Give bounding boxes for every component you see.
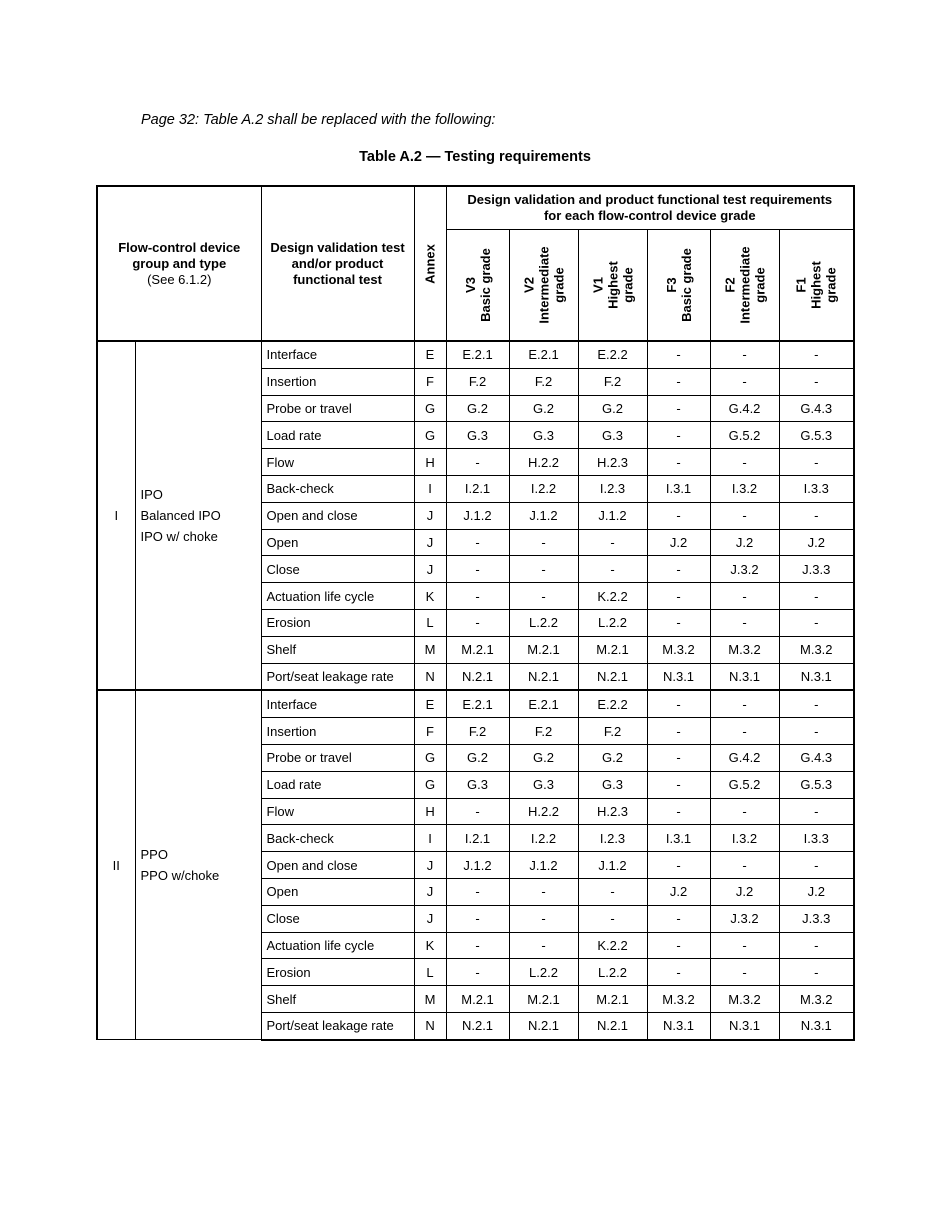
requirement-cell: -: [779, 959, 854, 986]
annex-cell: G: [414, 771, 446, 798]
requirement-cell: H.2.3: [578, 449, 647, 476]
requirement-cell: F.2: [446, 718, 509, 745]
requirement-cell: -: [446, 905, 509, 932]
requirement-cell: I.2.2: [509, 825, 578, 852]
requirement-cell: L.2.2: [509, 959, 578, 986]
requirement-cell: K.2.2: [578, 932, 647, 959]
requirement-cell: E.2.1: [509, 690, 578, 717]
test-name-cell: Port/seat leakage rate: [261, 1012, 414, 1039]
test-name-cell: Insertion: [261, 718, 414, 745]
test-name-cell: Actuation life cycle: [261, 932, 414, 959]
requirement-cell: I.2.1: [446, 475, 509, 502]
requirement-cell: H.2.2: [509, 798, 578, 825]
requirement-cell: G.2: [578, 395, 647, 422]
requirement-cell: M.3.2: [647, 636, 710, 663]
test-name-cell: Open and close: [261, 502, 414, 529]
test-name-cell: Open: [261, 878, 414, 905]
requirement-cell: N.2.1: [578, 663, 647, 690]
requirement-cell: M.2.1: [446, 986, 509, 1013]
requirement-cell: -: [710, 368, 779, 395]
annex-cell: K: [414, 932, 446, 959]
group-number: I: [97, 341, 135, 690]
requirement-cell: -: [647, 583, 710, 610]
requirement-cell: J.1.2: [578, 852, 647, 879]
group-type-item: PPO w/choke: [140, 868, 220, 884]
requirement-cell: G.3: [509, 771, 578, 798]
test-name-cell: Probe or travel: [261, 744, 414, 771]
requirement-cell: -: [509, 529, 578, 556]
requirement-cell: L.2.2: [578, 609, 647, 636]
requirement-cell: M.2.1: [578, 986, 647, 1013]
header-grade-l1: Highest: [605, 261, 621, 309]
header-group-type: [97, 186, 261, 341]
requirement-cell: -: [647, 932, 710, 959]
header-grade-code: F1: [793, 277, 809, 293]
requirement-cell: G.5.2: [710, 771, 779, 798]
group-types: [135, 690, 261, 1039]
requirement-cell: -: [647, 718, 710, 745]
requirement-cell: H.2.3: [578, 798, 647, 825]
requirement-cell: H.2.2: [509, 449, 578, 476]
requirement-cell: -: [647, 905, 710, 932]
requirement-cell: K.2.2: [578, 583, 647, 610]
requirement-cell: -: [710, 718, 779, 745]
header-grade-label: [794, 261, 839, 309]
requirement-cell: G.2: [578, 744, 647, 771]
requirement-cell: I.2.1: [446, 825, 509, 852]
header-grade-f2: [710, 230, 779, 342]
header-test-line3: functional test: [293, 271, 382, 287]
requirement-cell: I.3.2: [710, 825, 779, 852]
header-grade-l1: Basic grade: [477, 248, 493, 322]
header-grade-f3: [647, 230, 710, 342]
header-grade-l1: Intermediate: [737, 246, 753, 324]
group-type-item: IPO: [140, 487, 163, 503]
annex-cell: L: [414, 959, 446, 986]
requirement-cell: G.3: [578, 422, 647, 449]
requirement-cell: -: [578, 529, 647, 556]
test-name-cell: Interface: [261, 341, 414, 368]
requirement-cell: -: [647, 798, 710, 825]
requirement-cell: -: [710, 798, 779, 825]
test-name-cell: Flow: [261, 449, 414, 476]
group-type-item: PPO: [140, 847, 168, 863]
requirement-cell: J.3.2: [710, 556, 779, 583]
requirement-cell: -: [710, 502, 779, 529]
requirement-cell: N.2.1: [446, 663, 509, 690]
requirement-cell: -: [509, 878, 578, 905]
annex-cell: N: [414, 663, 446, 690]
requirement-cell: G.5.3: [779, 771, 854, 798]
requirement-cell: G.3: [446, 422, 509, 449]
requirement-cell: -: [710, 609, 779, 636]
test-name-cell: Interface: [261, 690, 414, 717]
requirement-cell: L.2.2: [509, 609, 578, 636]
header-annex: [414, 186, 446, 341]
test-name-cell: Erosion: [261, 959, 414, 986]
requirement-cell: -: [779, 852, 854, 879]
annex-cell: N: [414, 1012, 446, 1039]
header-group-see: (See 6.1.2): [147, 271, 212, 287]
header-grade-l2: grade: [620, 267, 636, 303]
intro-text: Page 32: Table A.2 shall be replaced with the following:: [141, 112, 496, 128]
annex-cell: E: [414, 690, 446, 717]
annex-cell: G: [414, 395, 446, 422]
group-number: II: [97, 690, 135, 1039]
requirement-cell: E.2.1: [446, 341, 509, 368]
annex-cell: M: [414, 986, 446, 1013]
requirement-cell: F.2: [578, 368, 647, 395]
table-title: Table A.2 — Testing requirements: [359, 149, 591, 165]
requirement-cell: F.2: [509, 718, 578, 745]
requirement-cell: M.2.1: [509, 986, 578, 1013]
requirement-cell: N.2.1: [509, 1012, 578, 1039]
header-grade-l2: grade: [823, 267, 839, 303]
requirement-cell: -: [779, 449, 854, 476]
header-test-line2: and/or product: [291, 255, 384, 271]
requirement-cell: -: [446, 798, 509, 825]
requirement-cell: N.3.1: [647, 1012, 710, 1039]
requirement-cell: J.1.2: [446, 502, 509, 529]
test-name-cell: Shelf: [261, 636, 414, 663]
annex-cell: E: [414, 341, 446, 368]
requirement-cell: -: [647, 744, 710, 771]
requirement-cell: M.2.1: [509, 636, 578, 663]
requirement-cell: -: [509, 583, 578, 610]
requirement-cell: J.1.2: [509, 852, 578, 879]
annex-cell: I: [414, 475, 446, 502]
requirement-cell: I.3.3: [779, 475, 854, 502]
requirement-cell: -: [647, 556, 710, 583]
requirement-cell: -: [710, 932, 779, 959]
requirement-cell: J.3.3: [779, 556, 854, 583]
header-grade-l1: Basic grade: [678, 248, 694, 322]
header-grade-code: F2: [722, 277, 738, 293]
test-name-cell: Shelf: [261, 986, 414, 1013]
annex-cell: F: [414, 368, 446, 395]
requirement-cell: -: [647, 771, 710, 798]
requirement-cell: N.2.1: [578, 1012, 647, 1039]
table-row: [97, 341, 854, 368]
requirement-cell: -: [647, 341, 710, 368]
requirement-cell: -: [509, 905, 578, 932]
annex-cell: H: [414, 798, 446, 825]
requirement-cell: M.3.2: [710, 986, 779, 1013]
requirement-cell: G.2: [509, 395, 578, 422]
requirement-cell: N.3.1: [710, 1012, 779, 1039]
header-grade-f1: [779, 230, 854, 342]
requirement-cell: G.4.2: [710, 395, 779, 422]
requirement-cell: -: [710, 341, 779, 368]
annex-cell: J: [414, 878, 446, 905]
requirement-cell: -: [578, 878, 647, 905]
requirement-cell: -: [710, 852, 779, 879]
requirement-cell: E.2.2: [578, 341, 647, 368]
requirement-cell: -: [647, 852, 710, 879]
header-annex-label: Annex: [422, 243, 438, 284]
requirement-cell: -: [446, 556, 509, 583]
requirement-cell: G.3: [446, 771, 509, 798]
requirement-cell: J.3.3: [779, 905, 854, 932]
requirement-cell: -: [446, 529, 509, 556]
annex-cell: G: [414, 744, 446, 771]
requirement-cell: G.2: [509, 744, 578, 771]
requirement-cell: -: [779, 932, 854, 959]
requirement-cell: -: [779, 368, 854, 395]
requirement-cell: -: [647, 368, 710, 395]
header-grade-l2: grade: [752, 267, 768, 303]
requirement-cell: M.3.2: [710, 636, 779, 663]
requirement-cell: I.3.2: [710, 475, 779, 502]
test-name-cell: Erosion: [261, 609, 414, 636]
test-name-cell: Probe or travel: [261, 395, 414, 422]
requirement-cell: G.5.2: [710, 422, 779, 449]
requirement-cell: I.2.3: [578, 825, 647, 852]
header-grade-l1: Highest: [808, 261, 824, 309]
requirement-cell: J.2: [779, 878, 854, 905]
annex-cell: G: [414, 422, 446, 449]
group-type-item: Balanced IPO: [140, 508, 221, 524]
test-name-cell: Insertion: [261, 368, 414, 395]
header-grade-label: [722, 246, 767, 323]
test-name-cell: Load rate: [261, 771, 414, 798]
test-name-cell: Open: [261, 529, 414, 556]
requirement-cell: G.3: [578, 771, 647, 798]
header-grade-code: V2: [521, 277, 537, 293]
test-name-cell: Back-check: [261, 825, 414, 852]
header-grade-code: V3: [462, 277, 478, 293]
requirement-cell: J.2: [710, 529, 779, 556]
requirement-cell: -: [710, 449, 779, 476]
header-group-line2: group and type: [132, 255, 227, 271]
requirement-cell: -: [710, 690, 779, 717]
requirement-cell: J.2: [647, 529, 710, 556]
requirement-cell: -: [509, 556, 578, 583]
annex-cell: I: [414, 825, 446, 852]
requirement-cell: G.4.3: [779, 395, 854, 422]
requirement-cell: G.2: [446, 395, 509, 422]
header-group-line1: Flow-control device: [118, 239, 241, 255]
header-grade-label: [521, 246, 566, 323]
test-name-cell: Actuation life cycle: [261, 583, 414, 610]
annex-cell: M: [414, 636, 446, 663]
requirement-cell: N.3.1: [710, 663, 779, 690]
requirement-cell: J.1.2: [578, 502, 647, 529]
requirement-cell: G.4.2: [710, 744, 779, 771]
requirement-cell: -: [446, 878, 509, 905]
annex-cell: L: [414, 609, 446, 636]
annex-cell: J: [414, 852, 446, 879]
requirement-cell: G.2: [446, 744, 509, 771]
header-span-line2: for each flow-control device grade: [543, 208, 756, 223]
requirement-cell: G.5.3: [779, 422, 854, 449]
header-grade-v3: [446, 230, 509, 342]
requirement-cell: M.3.2: [647, 986, 710, 1013]
requirement-cell: J.2: [647, 878, 710, 905]
group-type-item: IPO w/ choke: [140, 529, 218, 545]
requirement-cell: J.1.2: [509, 502, 578, 529]
requirement-cell: N.3.1: [779, 663, 854, 690]
annex-cell: J: [414, 502, 446, 529]
header-grade-label: [590, 261, 635, 309]
header-grade-v1: [578, 230, 647, 342]
requirement-cell: -: [647, 609, 710, 636]
requirement-cell: -: [779, 798, 854, 825]
requirement-cell: J.2: [779, 529, 854, 556]
annex-cell: K: [414, 583, 446, 610]
header-grade-v2: [509, 230, 578, 342]
testing-requirements-table: [96, 185, 855, 1041]
header-grade-l2: grade: [551, 267, 567, 303]
header-grade-l1: Intermediate: [536, 246, 552, 324]
requirement-cell: N.3.1: [779, 1012, 854, 1039]
requirement-cell: -: [446, 932, 509, 959]
requirement-cell: -: [446, 583, 509, 610]
requirement-cell: -: [647, 395, 710, 422]
requirement-cell: F.2: [578, 718, 647, 745]
requirement-cell: I.3.1: [647, 825, 710, 852]
requirement-cell: -: [647, 422, 710, 449]
requirement-cell: E.2.2: [578, 690, 647, 717]
requirement-cell: -: [647, 449, 710, 476]
requirement-cell: N.2.1: [509, 663, 578, 690]
requirement-cell: -: [710, 583, 779, 610]
header-grade-code: F3: [663, 277, 679, 293]
test-name-cell: Port/seat leakage rate: [261, 663, 414, 690]
annex-cell: H: [414, 449, 446, 476]
requirement-cell: -: [779, 690, 854, 717]
requirement-cell: I.3.1: [647, 475, 710, 502]
requirement-cell: F.2: [446, 368, 509, 395]
table-row: [97, 690, 854, 717]
requirement-cell: M.3.2: [779, 636, 854, 663]
requirement-cell: -: [446, 959, 509, 986]
annex-cell: F: [414, 718, 446, 745]
requirement-cell: I.3.3: [779, 825, 854, 852]
requirement-cell: -: [446, 449, 509, 476]
header-grade-span: [446, 186, 854, 230]
requirement-cell: -: [578, 556, 647, 583]
header-grade-label: [664, 248, 694, 322]
test-name-cell: Close: [261, 556, 414, 583]
requirement-cell: -: [779, 609, 854, 636]
requirement-cell: -: [647, 690, 710, 717]
requirement-cell: -: [710, 959, 779, 986]
requirement-cell: I.2.3: [578, 475, 647, 502]
requirement-cell: G.4.3: [779, 744, 854, 771]
requirement-cell: -: [779, 502, 854, 529]
requirement-cell: -: [779, 341, 854, 368]
test-name-cell: Back-check: [261, 475, 414, 502]
requirement-cell: -: [578, 905, 647, 932]
requirement-cell: J.3.2: [710, 905, 779, 932]
header-test: [261, 186, 414, 341]
annex-cell: J: [414, 556, 446, 583]
requirement-cell: M.2.1: [446, 636, 509, 663]
header-grade-label: [463, 248, 493, 322]
header-span-line1: Design validation and product functional test requirements: [467, 192, 833, 207]
requirement-cell: -: [779, 583, 854, 610]
annex-cell: J: [414, 529, 446, 556]
annex-cell: J: [414, 905, 446, 932]
requirement-cell: -: [647, 959, 710, 986]
requirement-cell: M.2.1: [578, 636, 647, 663]
requirement-cell: N.3.1: [647, 663, 710, 690]
test-name-cell: Load rate: [261, 422, 414, 449]
header-test-line1: Design validation test: [270, 239, 405, 255]
requirement-cell: -: [779, 718, 854, 745]
requirement-cell: -: [446, 609, 509, 636]
test-name-cell: Close: [261, 905, 414, 932]
requirement-cell: G.3: [509, 422, 578, 449]
requirement-cell: E.2.1: [446, 690, 509, 717]
test-name-cell: Flow: [261, 798, 414, 825]
requirement-cell: F.2: [509, 368, 578, 395]
requirement-cell: M.3.2: [779, 986, 854, 1013]
group-types: [135, 341, 261, 690]
requirement-cell: N.2.1: [446, 1012, 509, 1039]
requirement-cell: I.2.2: [509, 475, 578, 502]
requirement-cell: -: [509, 932, 578, 959]
requirement-cell: E.2.1: [509, 341, 578, 368]
requirement-cell: -: [647, 502, 710, 529]
requirement-cell: J.1.2: [446, 852, 509, 879]
header-grade-code: V1: [590, 277, 606, 293]
requirement-cell: L.2.2: [578, 959, 647, 986]
requirement-cell: J.2: [710, 878, 779, 905]
test-name-cell: Open and close: [261, 852, 414, 879]
